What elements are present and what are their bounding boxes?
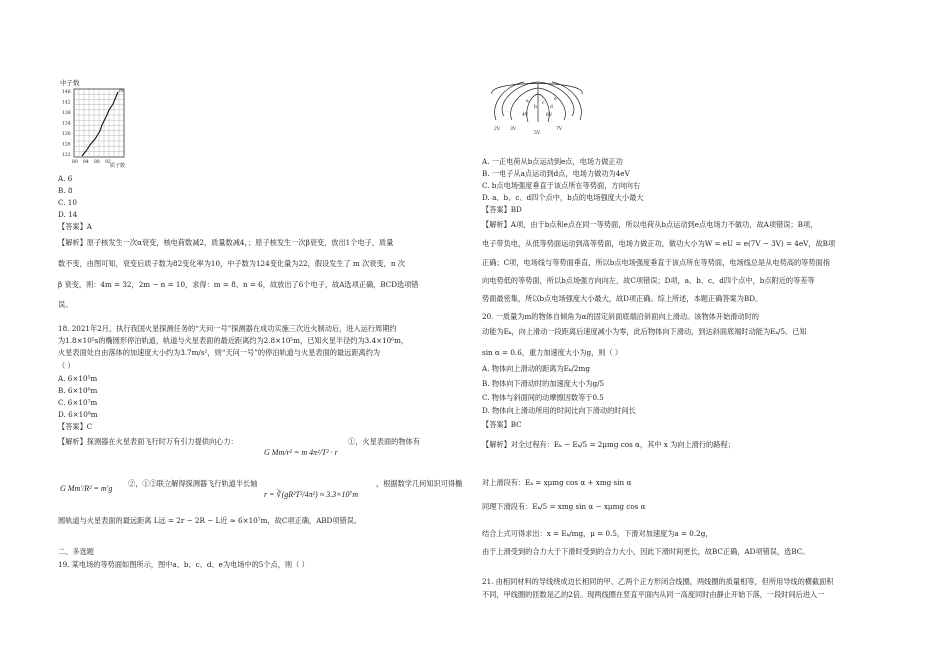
q17-option-b: B. 8 — [58, 186, 73, 195]
q19-analysis-5: 势面最密集，所以b点电场强度大小最大，故D项正确。综上所述，本题正确答案为BD。 — [482, 294, 763, 303]
q20-analysis-1: 【解析】对全过程有：Eₖ − Eₖ/5 = 2μmg cos α，其中 x 为向上滑行的路程； — [482, 440, 735, 449]
q20-stem-1: 20. 一质量为m的物体自倾角为α的固定斜面底端沿斜面向上滑动。该物体开始滑动时的 — [482, 312, 759, 321]
q18-stem-4: （ ） — [58, 361, 75, 370]
chart-ytick: 134 — [62, 121, 71, 127]
chart-xtick: 88 — [94, 160, 100, 165]
q17-option-c: C. 10 — [58, 198, 77, 207]
q19-analysis-1: 【解析】A项，由于b点和e点在同一等势面，所以电荷从b点运动到e点电场力不做功，故A项错误；B项， — [482, 220, 818, 229]
q18-equation-2: G Mm′/R² = m′g — [60, 484, 113, 493]
chart-xtick: 92 — [105, 160, 111, 165]
q20-option-d: D. 物体向上滑动所用的时间比向下滑动的时间长 — [482, 406, 636, 415]
label-7v: 7V — [556, 127, 563, 132]
chart-xtick: 80 — [72, 160, 78, 165]
q17-option-d: D. 14 — [58, 210, 78, 219]
q20-answer: 【答案】BC — [482, 420, 522, 429]
q18-option-d: D. 6×10⁸m — [58, 410, 98, 419]
chart-ylabel: 中子数 — [60, 79, 80, 87]
q18-option-a: A. 6×10⁵m — [58, 374, 98, 383]
q17-analysis-4: 误。 — [58, 300, 73, 309]
q19-analysis-4: 向电势低的等势面，所以b点场强方向向左，故C项错误；D项，a、b、c、d四个点中，b点附近的等差等 — [482, 276, 815, 285]
q19-option-b: B. 一电子从a点运动到d点，电场力做功为4eV — [482, 169, 630, 178]
q18-equation-3-tail: ，根据数学几何知识可得椭 — [376, 479, 463, 488]
q20-stem-2: 动能为Eₖ，向上滑动一段距离后速度减小为零，此后物体向下滑动，到达斜面底端时动能为Eₖ/5。已知 — [482, 327, 807, 336]
q18-equation-2-tail: ②，①②联立解得探测器飞行轨道半长轴 — [128, 479, 258, 488]
point-c: c — [542, 101, 545, 106]
decay-path — [82, 92, 118, 156]
label-4v: 4V — [522, 113, 529, 118]
point-a: a — [526, 99, 529, 104]
q18-stem-1: 18. 2021年2月，执行我国火星探测任务的“天问一号”探测器在成功实施三次近火制动后，进入运行周期约 — [58, 324, 397, 333]
q17-analysis-3: β 衰变，则：4m = 32，2m − n = 10，求得：m = 8、n = 6，故放出了6个电子，故A选项正确，BCD选项错 — [58, 280, 419, 289]
q20-final: 由于上滑受到的合力大于下滑时受到的合力大小，因此下滑时间更长，故BC正确，AD项错误，选BC。 — [482, 547, 810, 556]
q21-stem-1: 21. 由相同材料的导线绕成边长相同的甲、乙两个正方形闭合线圈，两线圈的质量相等，但所用导线的横截面积 — [482, 577, 834, 586]
q17-analysis-2: 数不变，由图可知，衰变后质子数为82变化率为10，中子数为124变化量为22，假设发生了 m 次衰变，n 次 — [58, 259, 405, 268]
q18-equation-3: r = ∛(gR²T²/4π²) ≈ 3.3×10⁷m — [264, 490, 359, 499]
q19-option-d: D. a、b、c、d四个点中，b点的电场强度大小最大 — [482, 193, 644, 202]
q17-option-a: A. 6 — [58, 174, 73, 183]
q19-answer: 【答案】BD — [482, 205, 522, 214]
label-2v: 2V — [494, 127, 501, 132]
q19-analysis-3: 正确；C项，电场线与等势面垂直，所以b点电场强度垂直于该点所在等势面，电场线总是从电势高的等势面指 — [482, 258, 830, 267]
nuclide-chart — [60, 77, 130, 169]
chart-ytick: 138 — [62, 111, 71, 116]
chart-xlabel: 质子数 — [110, 163, 126, 169]
point-b: b — [534, 105, 537, 110]
chart-ytick: 146 — [62, 90, 71, 95]
q19-option-a: A. 一正电荷从b点运动到e点，电场力做正功 — [482, 157, 623, 166]
q19-analysis-2: 电子带负电，从低等势面运动到高等势面，电场力做正功，做功大小为W = eU = e(7V − 3V) = 4eV，故B项 — [482, 239, 836, 248]
label-6v: 6V — [546, 113, 553, 118]
q19-stem: 19. 某电场的等势面如图所示，图中a、b、c、d、e为电场中的5个点，则（ ） — [58, 560, 309, 569]
q18-answer: 【答案】C — [58, 422, 93, 431]
q17-answer: 【答案】A — [58, 222, 92, 231]
q18-option-c: C. 6×10⁷m — [58, 398, 98, 407]
q19-option-c: C. b点电场强度垂直于该点所在等势面，方向向右 — [482, 181, 641, 190]
q20-option-b: B. 物体向下滑动时的加速度大小为g/5 — [482, 379, 605, 388]
q18-stem-2: 为1.8×10⁵s的椭圆形停泊轨道，轨道与火星表面的最近距离约为2.8×10⁵m，已知火星半径约为3.4×10⁶m， — [58, 336, 409, 345]
chart-ytick: 126 — [62, 142, 71, 148]
chart-marker: N — [119, 88, 124, 94]
equipotential-figure — [484, 74, 594, 140]
q18-equation-1: G Mm/r² = m 4π²/T² · r — [264, 448, 338, 457]
chart-ytick: 130 — [62, 132, 71, 137]
q17-analysis-1: 【解析】原子核发生一次α衰变，核电荷数减2，质量数减4，；原子核发生一次β衰变，放出1个电子，质量 — [58, 238, 394, 247]
q20-up-segment: 对上滑段有：Eₖ = xμmg cos α + xmg sin α — [482, 478, 632, 487]
q21-stem-2: 不同，甲线圈的匝数是乙的2倍。现两线圈在竖直平面内从同一高度同时由静止开始下落，一段时间后进入一 — [482, 590, 825, 599]
q18-stem-3: 火星表面处自由落体的加速度大小约为3.7m/s²，则“天问一号”的停泊轨道与火星表面的最远距离约为 — [58, 348, 381, 357]
chart-xtick: 84 — [83, 160, 89, 165]
q20-combine: 结合上式可得求出：x = Eₖ/mg，μ = 0.5，下滑对加速度为a = 0.2g， — [482, 529, 713, 538]
section-heading: 二、多选题 — [58, 547, 94, 556]
label-3v: 3V — [510, 127, 517, 132]
point-e: e — [554, 97, 557, 102]
q20-stem-3: sin α = 0.6，重力加速度大小为g，则（ ） — [482, 348, 623, 357]
chart-ytick: 142 — [62, 100, 71, 106]
q20-down-segment: 同理下滑段有：Eₖ/5 = xmg sin α − xμmg cos α — [482, 502, 646, 511]
q20-option-a: A. 物体向上滑动的距离为Eₖ/2mg — [482, 364, 590, 373]
q18-equation-1-tail: ①，火星表面的物体有 — [348, 437, 420, 446]
q18-option-b: B. 6×10⁶m — [58, 386, 98, 395]
chart-ytick: 122 — [62, 153, 71, 158]
point-d: d — [550, 105, 553, 110]
label-5v: 5V — [534, 131, 541, 136]
q18-analysis-1: 【解析】探测器在火星表面飞行时万有引力提供向心力： — [58, 437, 238, 446]
q18-analysis-last: 圆轨道与火星表面的最远距离 L远 = 2r − 2R − L近 ≈ 6×10⁷m，故C项正确，ABD项错误。 — [58, 516, 362, 525]
q20-option-c: C. 物体与斜面间的动摩擦因数等于0.5 — [482, 393, 604, 402]
